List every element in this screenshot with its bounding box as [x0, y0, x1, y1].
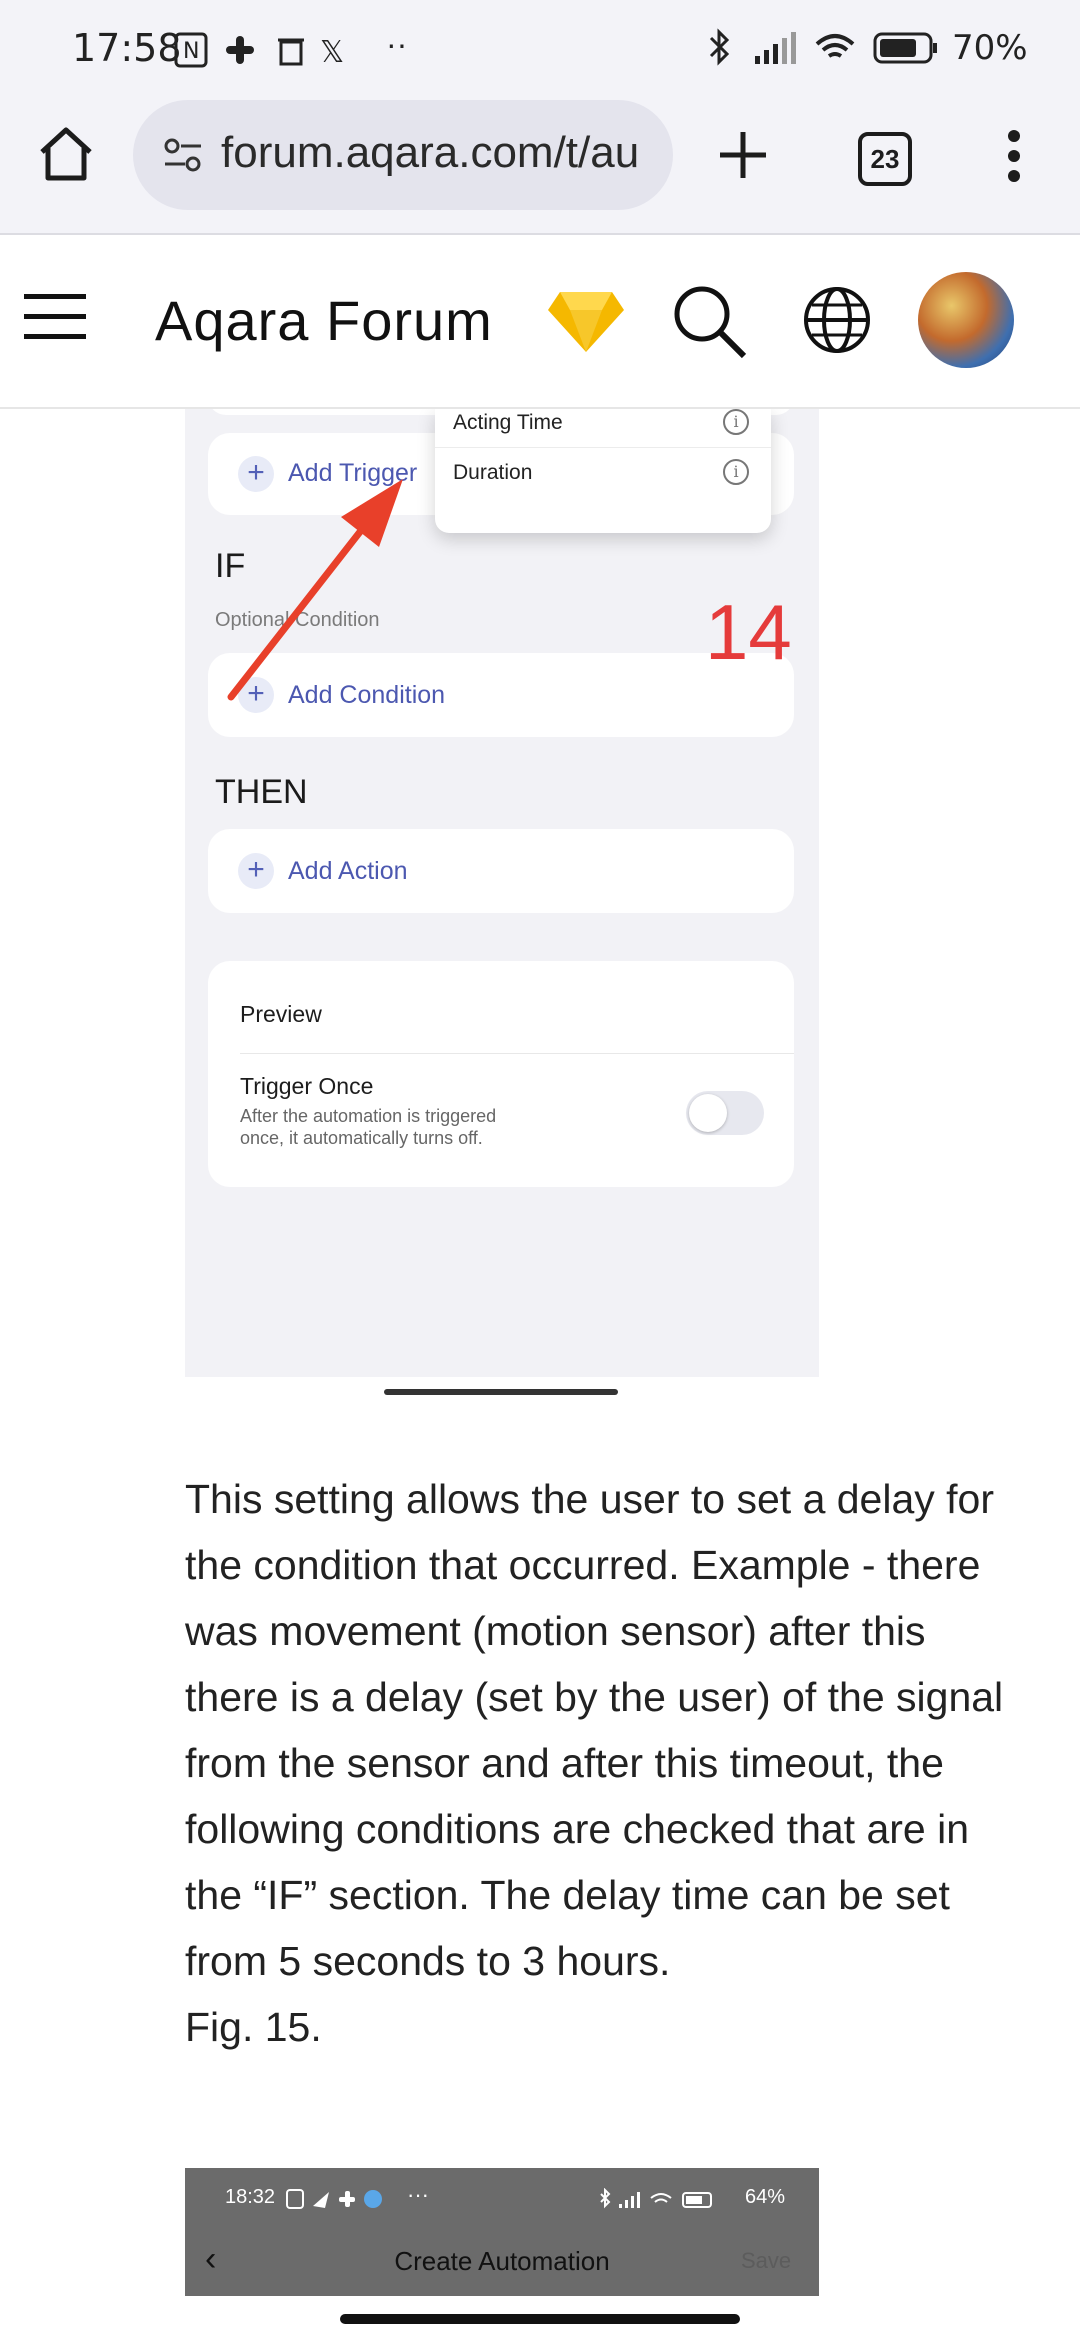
save-button[interactable]: Save [741, 2248, 792, 2273]
acting-time-option[interactable]: Acting Time [453, 411, 563, 434]
notification-icons [174, 30, 354, 70]
status-bar [0, 0, 1080, 95]
new-tab-icon[interactable] [716, 128, 770, 182]
system-icons [705, 28, 945, 68]
site-settings-icon[interactable] [163, 136, 203, 176]
article-paragraph: This setting allows the user to set a delay for the condition that occurred. Example - there was movement (motion sensor) after this there is a delay (set by the user) of the signal from the sensor and after this timeout, the following conditions are checked that are in the “IF” section. The delay time can be set from 5 seconds to 3 hours. [185, 1476, 1004, 1984]
diamond-icon[interactable] [546, 288, 626, 354]
screenshot-battery: 64% [745, 2186, 786, 2208]
figure-caption: Fig. 15. [185, 2004, 322, 2050]
url-text[interactable]: forum.aqara.com/t/au [221, 128, 640, 177]
site-logo[interactable]: Aqara Forum [155, 289, 493, 352]
optional-condition-label: Optional Condition [215, 609, 380, 631]
then-section-title: THEN [215, 773, 308, 811]
app-screenshot-figure-15 [185, 2168, 819, 2296]
info-icon[interactable]: i [723, 459, 749, 485]
plus-icon: + [238, 677, 274, 713]
plus-icon: + [238, 853, 274, 889]
screenshot-more-icon: ··· [407, 2182, 429, 2207]
hamburger-menu-icon[interactable] [24, 292, 86, 342]
preview-card [208, 961, 794, 1187]
screenshot-notification-icons [285, 2188, 395, 2210]
more-menu-icon[interactable] [1000, 126, 1028, 186]
home-icon[interactable] [36, 124, 96, 184]
tab-switcher-button[interactable]: 23 [858, 132, 912, 186]
if-section-title: IF [215, 547, 246, 585]
home-indicator[interactable] [340, 2314, 740, 2324]
more-notifications-icon: ·· [386, 26, 408, 62]
plus-icon: + [238, 456, 274, 492]
trigger-once-toggle[interactable] [686, 1091, 764, 1135]
add-action-card[interactable] [208, 829, 794, 913]
globe-icon[interactable] [802, 285, 872, 355]
annotation-arrow [185, 409, 819, 809]
trigger-once-description: After the automation is triggered once, it automatically turns off. [240, 1106, 497, 1148]
search-icon[interactable] [672, 284, 748, 360]
duration-option[interactable]: Duration [453, 461, 533, 484]
screenshot-home-indicator [384, 1389, 618, 1395]
app-screenshot-figure-14 [185, 409, 819, 1377]
screenshot-status-time: 18:32 [225, 2186, 276, 2208]
back-chevron-icon[interactable]: ‹ [205, 2240, 217, 2278]
divider [240, 1053, 794, 1054]
add-condition-label: Add Condition [288, 681, 446, 709]
user-avatar[interactable] [918, 272, 1014, 368]
info-icon[interactable]: i [723, 409, 749, 435]
add-trigger-label: Add Trigger [288, 459, 418, 487]
status-time: 17:58 [72, 26, 182, 70]
preview-label[interactable]: Preview [240, 1001, 322, 1027]
svg-text:𝕏: 𝕏 [320, 35, 345, 70]
article-body [185, 1466, 1025, 2060]
trigger-once-title: Trigger Once [240, 1073, 374, 1099]
svg-text:N: N [183, 39, 200, 64]
battery-percent: 70% [952, 28, 1028, 68]
screenshot-title: Create Automation [394, 2246, 610, 2276]
address-bar[interactable] [133, 100, 673, 210]
add-action-label: Add Action [288, 857, 408, 885]
toggle-knob [689, 1094, 727, 1132]
annotation-number: 14 [705, 588, 792, 676]
screenshot-system-icons [599, 2188, 739, 2210]
